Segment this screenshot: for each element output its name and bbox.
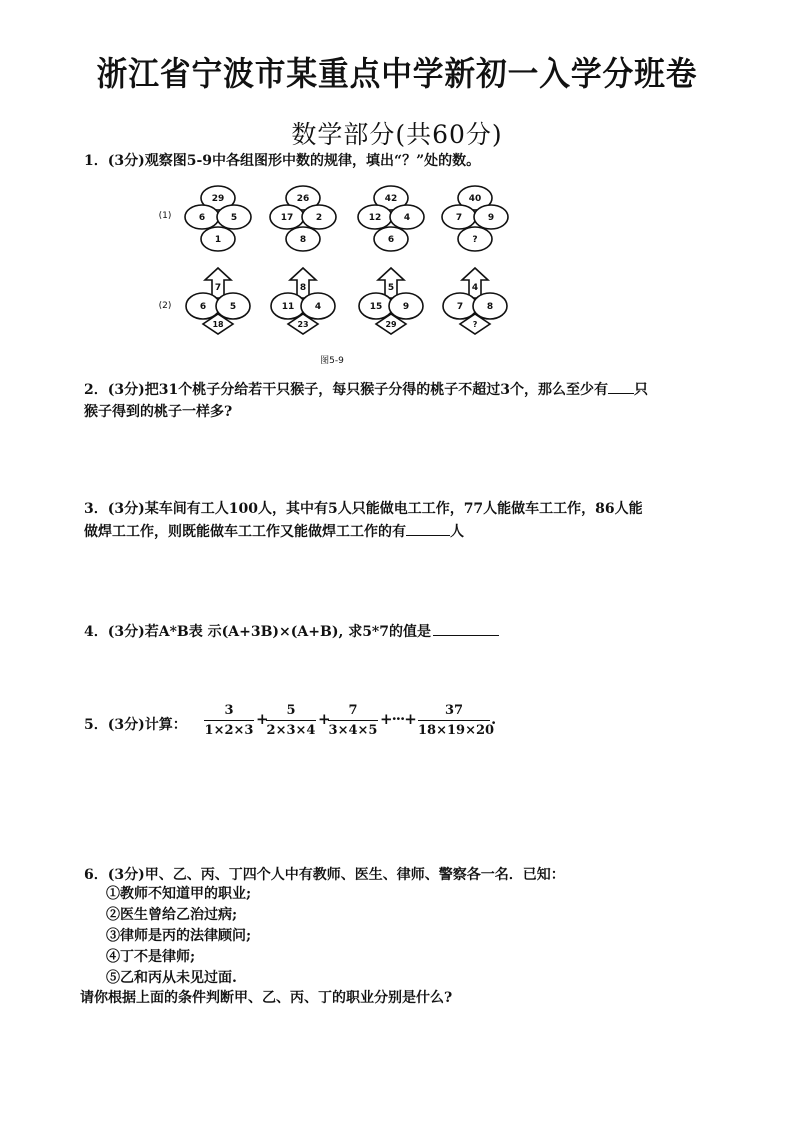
svg-text:?: ? — [472, 320, 478, 329]
fraction-last: $\frac{37}{18\times 19\times 20}$ — [418, 703, 495, 738]
svg-text:7: 7 — [456, 302, 464, 312]
ellipsis-plus: +···+ — [380, 710, 416, 728]
answer-blank-2[interactable] — [608, 378, 634, 394]
svg-text:23: 23 — [297, 320, 309, 329]
svg-text:4: 4 — [471, 283, 479, 293]
row-2-label: (2) — [158, 301, 172, 311]
svg-text:5: 5 — [229, 302, 237, 312]
svg-text:4: 4 — [314, 302, 322, 312]
row-1-label: (1) — [158, 211, 172, 221]
svg-text:29: 29 — [211, 194, 225, 204]
svg-text:26: 26 — [296, 194, 310, 204]
svg-text:1: 1 — [214, 235, 222, 245]
condition-1: ①教师不知道甲的职业; — [106, 886, 252, 902]
svg-text:42: 42 — [384, 194, 398, 204]
answer-blank-4[interactable] — [433, 620, 499, 636]
condition-2: ②医生曾给乙治过病; — [106, 907, 238, 923]
svg-text:12: 12 — [368, 213, 382, 223]
svg-text:9: 9 — [402, 302, 410, 312]
condition-5: ⑤乙和丙从未见过面. — [106, 970, 237, 986]
svg-text:2: 2 — [315, 213, 323, 223]
svg-text:8: 8 — [486, 302, 494, 312]
fraction-1: $\frac{3}{1\times 2\times 3}$ — [204, 703, 254, 738]
svg-text:9: 9 — [487, 213, 495, 223]
svg-text:8: 8 — [299, 283, 307, 293]
svg-text:15: 15 — [369, 302, 383, 312]
arrow-group-4 — [443, 268, 507, 334]
question-6-ask: 请你根据上面的条件判断甲、乙、丙、丁的职业分别是什么? — [80, 990, 453, 1006]
question-3 — [84, 498, 724, 543]
flower-group-3 — [358, 186, 424, 251]
svg-text:11: 11 — [281, 302, 295, 312]
arrow-group-1 — [186, 268, 250, 334]
svg-text:18: 18 — [212, 320, 224, 329]
answer-blank-3[interactable] — [406, 520, 450, 536]
question-2 — [84, 378, 724, 423]
condition-4: ④丁不是律师; — [106, 949, 196, 965]
arrow-group-3 — [359, 268, 423, 334]
fraction-3: $\frac{7}{3\times 4\times 5}$ — [328, 703, 378, 738]
period: . — [491, 710, 497, 728]
svg-text:40: 40 — [468, 194, 482, 204]
condition-3: ③律师是丙的法律顾问; — [106, 928, 252, 944]
question-2-line-1-end: 只 — [633, 382, 648, 398]
svg-text:6: 6 — [198, 213, 206, 223]
arrow-group-2 — [271, 268, 335, 334]
plus-sign: + — [318, 710, 331, 728]
plus-sign: + — [256, 710, 269, 728]
question-4 — [84, 620, 724, 643]
question-4-text: 4．(3分)若A*B表 示(A+3B)×(A+B), 求5*7的值是 — [84, 624, 431, 640]
svg-text:17: 17 — [280, 213, 294, 223]
flower-group-4 — [442, 186, 508, 251]
svg-text:?: ? — [472, 235, 478, 245]
fraction-2: $\frac{5}{2\times 3\times 4}$ — [266, 703, 316, 738]
figure-5-9 — [150, 180, 530, 370]
question-6-intro: 6．(3分)甲、乙、丙、丁四个人中有教师、医生、律师、警察各一名．已知： — [84, 867, 565, 883]
question-3-line-1: 3．(3分)某车间有工人100人，其中有5人只能做电工工作，77人能做车工工作，86人能 — [84, 501, 643, 517]
question-2-line-1: 2．(3分)把31个桃子分给若干只猴子，每只猴子分得的桃子不超过3个，那么至少有 — [84, 382, 608, 398]
flower-group-1 — [185, 186, 251, 251]
section-subtitle: 数学部分(共60分) — [291, 120, 503, 149]
svg-text:7: 7 — [214, 283, 222, 293]
svg-text:29: 29 — [385, 320, 397, 329]
flower-group-2 — [270, 186, 336, 251]
figure-caption: 图5-9 — [320, 356, 344, 366]
question-2-line-2: 猴子得到的桃子一样多? — [84, 404, 233, 420]
svg-text:5: 5 — [230, 213, 238, 223]
svg-text:7: 7 — [455, 213, 463, 223]
svg-text:4: 4 — [403, 213, 411, 223]
question-1-text: 1．(3分)观察图5-9中各组图形中数的规律，填出“？”处的数。 — [84, 153, 481, 169]
question-3-line-2-end: 人 — [450, 524, 464, 540]
question-5-prefix: 5．(3分)计算： — [84, 717, 187, 733]
svg-text:6: 6 — [199, 302, 207, 312]
svg-text:6: 6 — [387, 235, 395, 245]
svg-text:5: 5 — [387, 283, 395, 293]
svg-text:8: 8 — [299, 235, 307, 245]
question-3-line-2: 做焊工工作，则既能做车工工作又能做焊工工作的有 — [84, 524, 406, 540]
page-title: 浙江省宁波市某重点中学新初一入学分班卷 — [96, 54, 698, 93]
